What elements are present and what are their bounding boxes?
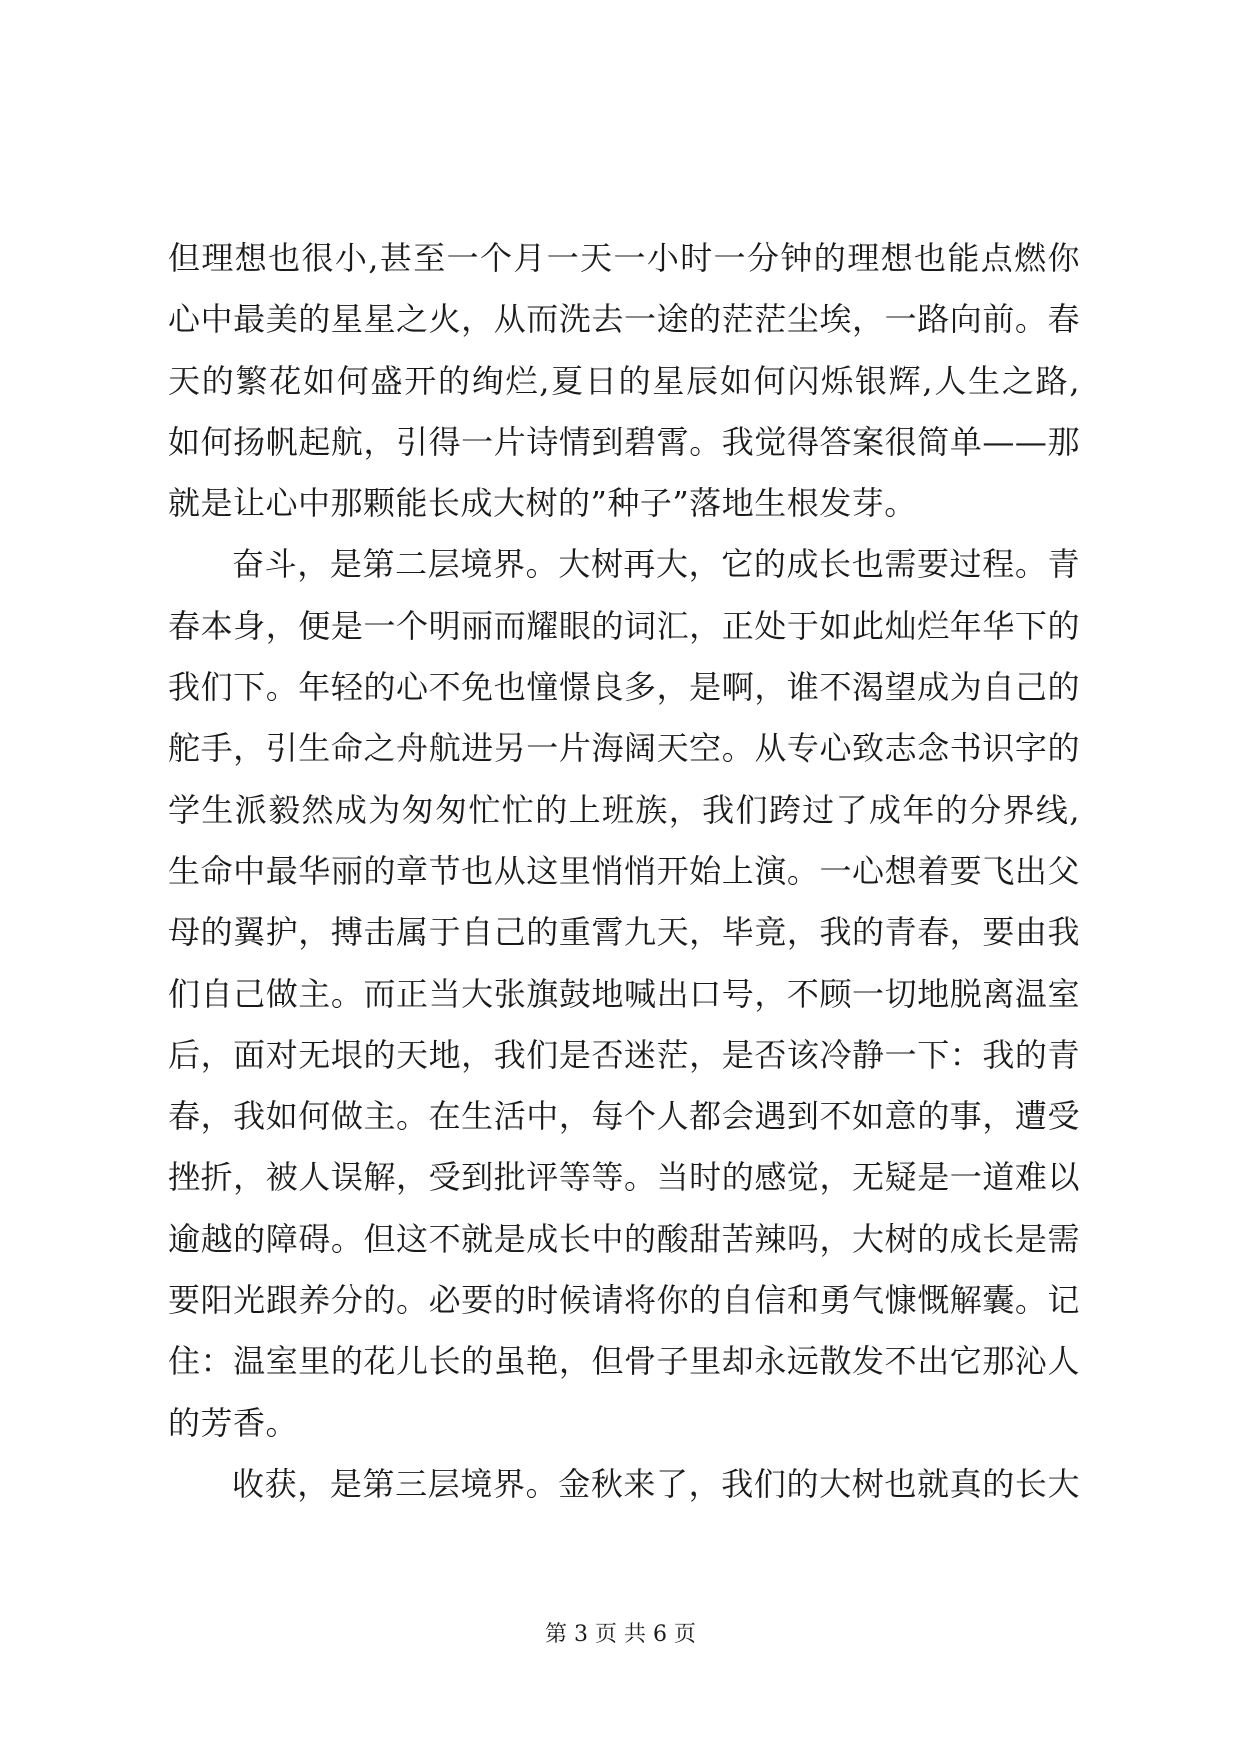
text-line: 的芳香。 xyxy=(168,1403,299,1442)
text-line: 收获，是第三层境界。金秋来了，我们的大树也就真的长大 xyxy=(232,1464,1080,1503)
text-line: 要阳光跟养分的。必要的时候请将你的自信和勇气慷慨解囊。记 xyxy=(168,1281,1080,1320)
text-line: 舵手，引生命之舟航进另一片海阔天空。从专心致志念书识字的 xyxy=(168,729,1080,768)
text-line: 如何扬帆起航，引得一片诗情到碧霄。我觉得答案很简单——那 xyxy=(168,422,1080,461)
text-line: 生命中最华丽的章节也从这里悄悄开始上演。一心想着要飞出父 xyxy=(168,851,1080,890)
document-body xyxy=(168,228,1080,1515)
text-line: 母的翼护，搏击属于自己的重霄九天，毕竟，我的青春，要由我 xyxy=(168,913,1080,952)
paragraph xyxy=(168,534,1080,1453)
paragraph xyxy=(168,228,1080,534)
text-line: 挫折，被人误解，受到批评等等。当时的感觉，无疑是一道难以 xyxy=(168,1158,1080,1197)
text-line: 春，我如何做主。在生活中，每个人都会遇到不如意的事，遭受 xyxy=(168,1097,1080,1136)
text-line: 逾越的障碍。但这不就是成长中的酸甜苦辣吗，大树的成长是需 xyxy=(168,1219,1080,1258)
text-line: 春本身，便是一个明丽而耀眼的词汇，正处于如此灿烂年华下的 xyxy=(168,606,1080,645)
text-line: 们自己做主。而正当大张旗鼓地喊出口号，不顾一切地脱离温室 xyxy=(168,974,1080,1013)
text-line: 奋斗，是第二层境界。大树再大，它的成长也需要过程。青 xyxy=(232,545,1080,584)
text-line: 天的繁花如何盛开的绚烂,夏日的星辰如何闪烁银辉,人生之路, xyxy=(168,361,1080,400)
text-line: 就是让心中那颗能长成大树的”种子”落地生根发芽。 xyxy=(168,484,917,523)
page-footer: 第 3 页 共 6 页 xyxy=(545,1622,696,1647)
paragraph xyxy=(168,1454,1080,1515)
text-line: 住：温室里的花儿长的虽艳，但骨子里却永远散发不出它那沁人 xyxy=(168,1342,1080,1381)
text-line: 心中最美的星星之火，从而洗去一途的茫茫尘埃，一路向前。春 xyxy=(168,300,1080,339)
text-line: 但理想也很小,甚至一个月一天一小时一分钟的理想也能点燃你 xyxy=(168,239,1080,277)
text-line: 我们下。年轻的心不免也憧憬良多，是啊，谁不渴望成为自己的 xyxy=(168,668,1080,707)
text-line: 后，面对无垠的天地，我们是否迷茫，是否该冷静一下：我的青 xyxy=(168,1035,1080,1074)
text-line: 学生派毅然成为匆匆忙忙的上班族，我们跨过了成年的分界线, xyxy=(168,790,1080,829)
